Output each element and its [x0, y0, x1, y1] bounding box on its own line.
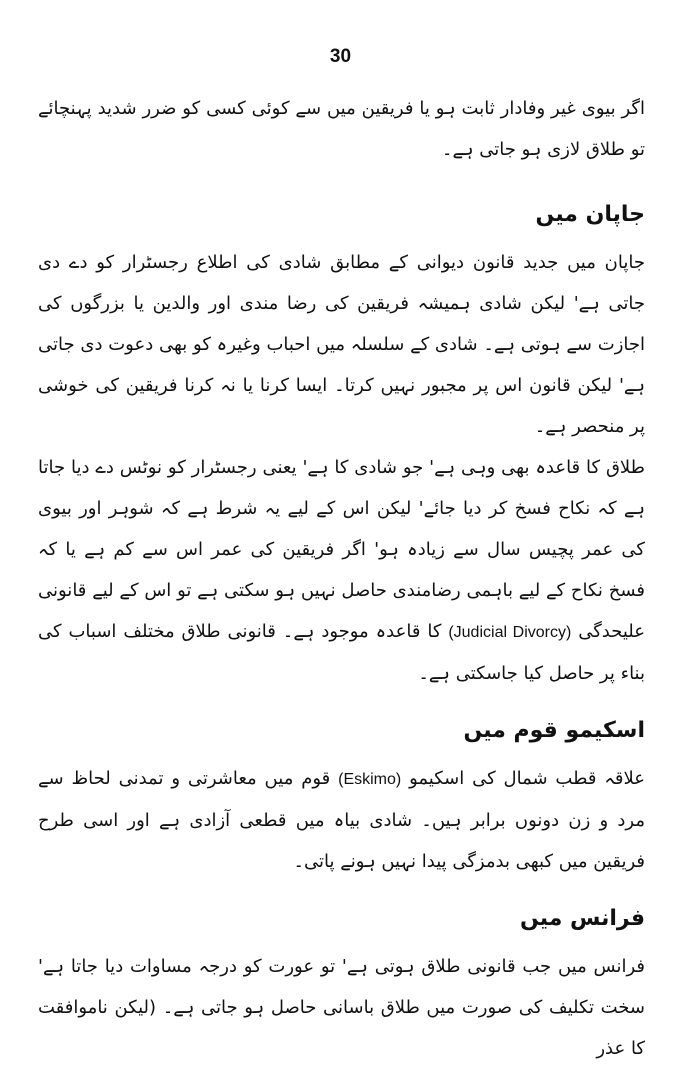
- japan-paragraph-2-part-2: کا قاعدہ موجود ہے۔ قانونی طلاق مختلف اسباب کی بناء پر حاصل کیا جاسکتی ہے۔: [38, 621, 645, 684]
- japan-paragraph-2: [38, 447, 645, 694]
- eskimo-heading: اسکیمو قوم میں: [463, 718, 645, 743]
- eskimo-paragraph-part-1: علاقہ قطب شمال کی اسکیمو: [409, 768, 645, 789]
- france-heading: فرانس میں: [519, 906, 645, 931]
- eskimo-term: (Eskimo): [338, 771, 402, 788]
- france-paragraph: فرانس میں جب قانونی طلاق ہوتی ہے' تو عورت کو درجہ مساوات دیا جاتا ہے' سخت تکلیف کی صورت میں طلاق باسانی حاصل ہو جاتی ہے۔ (لیکن ناموافقت کا عذر: [38, 956, 645, 1059]
- page-number: 30: [329, 46, 352, 67]
- judicial-divorce-term: (Judicial Divorcy): [448, 624, 572, 641]
- page-body: [38, 88, 645, 1069]
- japan-heading: جاپان میں: [535, 202, 645, 227]
- eskimo-paragraph-part-2: قوم میں معاشرتی و تمدنی لحاظ سے مرد و زن دونوں برابر ہیں۔ شادی بیاہ میں قطعی آزادی ہے اور اسی طرح فریقین میں کبھی بدمزگی پیدا نہیں ہونے پاتی۔: [38, 768, 645, 872]
- japan-paragraph-2-part-1: طلاق کا قاعدہ بھی وہی ہے' جو شادی کا ہے' یعنی رجسٹرار کو نوٹس دے دیا جاتا ہے کہ نکاح فسخ کر دیا جائے' لیکن اس کے لیے یہ شرط ہے کہ شوہر اور بیوی کی عمر پچیس سال سے زیادہ ہو' اگر فریقین کی عمر اس سے کم ہے یا کہ فسخ نکاح کے لیے باہمی رضامندی حاصل نہیں ہو سکتی ہے تو اس کے لیے قانونی علیحدگی: [38, 457, 646, 642]
- intro-paragraph: اگر بیوی غیر وفادار ثابت ہو یا فریقین میں سے کوئی کسی کو ضرر شدید پہنچائے تو طلاق لازی ہو جاتی ہے۔: [38, 98, 645, 160]
- japan-paragraph-1: جاپان میں جدید قانون دیوانی کے مطابق شادی کی اطلاع رجسٹرار کو دے دی جاتی ہے' لیکن شادی ہمیشہ فریقین کی رضا مندی اور والدین یا بزرگوں کی اجازت سے ہوتی ہے۔ شادی کے سلسلہ میں احباب وغیرہ کو بھی دعوت دی جاتی ہے' لیکن قانون اس پر مجبور نہیں کرتا۔ ایسا کرنا یا نہ کرنا فریقین کی خوشی پر منحصر ہے۔: [38, 252, 645, 437]
- eskimo-paragraph: [38, 758, 645, 882]
